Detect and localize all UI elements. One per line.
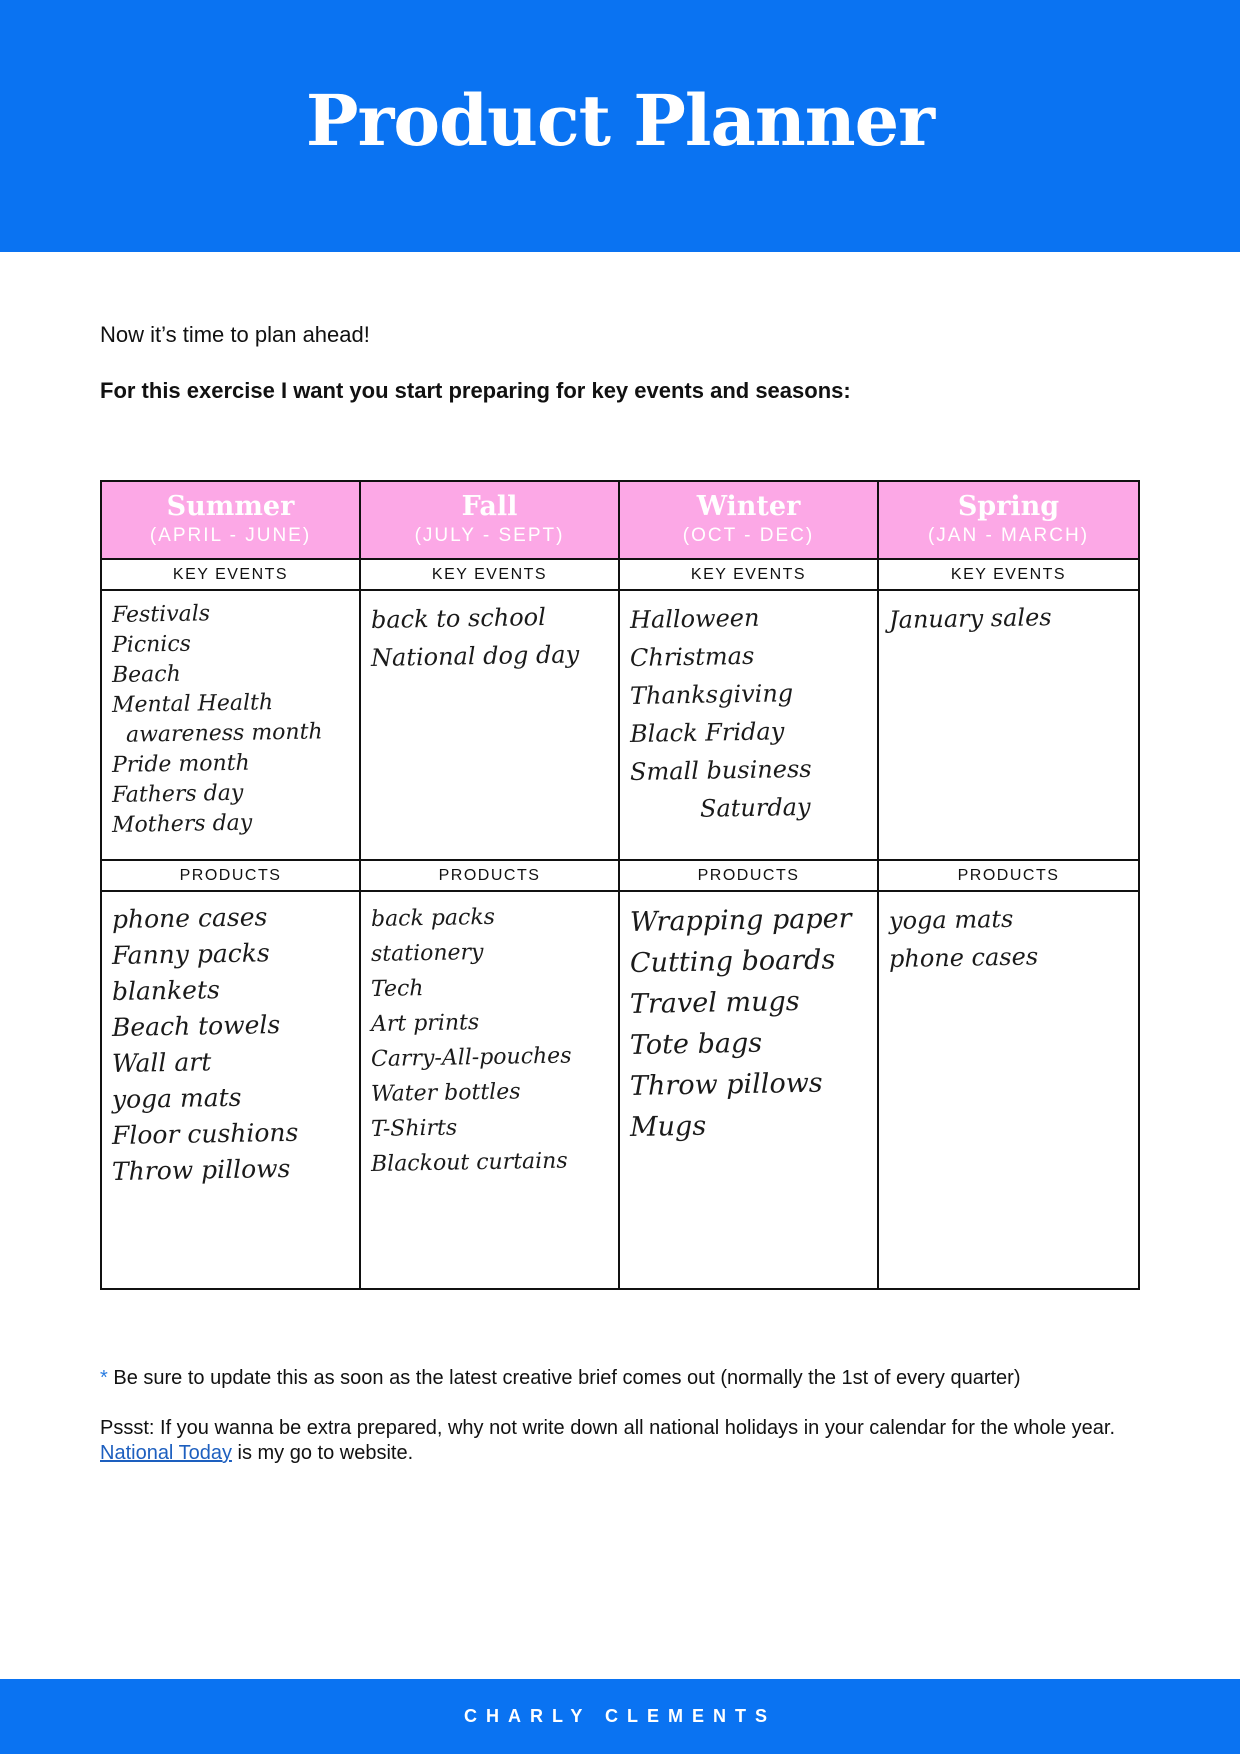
pssst-paragraph [100,1416,1150,1466]
products-label-winter: PRODUCTS [620,861,879,892]
season-range: (JAN - MARCH) [927,525,1090,546]
season-header-fall [361,482,620,560]
pssst-text-end: is my go to website. [237,1442,414,1464]
list-item: phone cases [888,942,1039,973]
list-item: T-Shirts [370,1115,458,1142]
list-item: back packs [370,904,496,932]
page-title: Product Planner [305,78,935,162]
list-item: Beach towels [111,1010,281,1042]
key-events-list-spring [879,591,1138,861]
list-item: Fathers day [111,780,244,808]
season-header-spring [879,482,1138,560]
planner-table [100,480,1140,1290]
list-item: Saturday [699,792,811,823]
products-list-fall [361,892,620,1288]
list-item: phone cases [111,902,268,934]
list-item: Tote bags [629,1027,763,1061]
key-events-list-winter [620,591,879,861]
footer-brand: CHARLY CLEMENTS [463,1706,777,1726]
header-banner [0,0,1240,252]
products-list-winter [620,892,879,1288]
products-label-summer: PRODUCTS [102,861,361,892]
season-range: (APRIL - JUNE) [149,525,312,546]
season-range: (OCT - DEC) [682,525,815,546]
list-item: Halloween [629,603,760,634]
list-item: Black Friday [629,717,785,748]
season-name: Winter [696,491,801,522]
list-item: Art prints [370,1010,480,1037]
products-list-spring [879,892,1138,1288]
list-item: Mugs [629,1110,707,1143]
season-range: (JULY - SEPT) [414,525,565,546]
list-item: Picnics [111,631,192,658]
key-events-list-summer [102,591,361,861]
list-item: Mental Health [111,690,274,718]
list-item: blankets [111,975,221,1006]
instruction-text: For this exercise I want you start preparing for key events and seasons: [100,378,851,403]
key-events-label-fall: KEY EVENTS [361,560,620,591]
season-header-winter [620,482,879,560]
update-note-text: Be sure to update this as soon as the latest creative brief comes out (normally the 1st of every quarter) [113,1367,1021,1389]
key-events-label-winter: KEY EVENTS [620,560,879,591]
list-item: Fanny packs [111,938,270,970]
season-name: Fall [461,491,518,522]
list-item: Throw pillows [629,1067,823,1102]
list-item: back to school [370,602,547,634]
key-events-list-fall [361,591,620,861]
season-header-summer [102,482,361,560]
list-item: Floor cushions [111,1117,299,1150]
list-item: Water bottles [370,1079,521,1107]
intro-text: Now it’s time to plan ahead! [100,322,370,347]
season-name: Summer [166,491,295,522]
list-item: Throw pillows [111,1153,291,1186]
list-item: yoga mats [888,904,1014,935]
list-item: Travel mugs [629,986,800,1020]
list-item: Wall art [111,1047,212,1078]
season-name: Spring [957,491,1060,522]
list-item: yoga mats [111,1082,242,1114]
list-item: National dog day [370,640,580,672]
list-item: January sales [888,603,1052,634]
list-item: Pride month [111,750,250,778]
key-events-label-summer: KEY EVENTS [102,560,361,591]
list-item: stationery [370,940,484,967]
list-item: Beach [111,661,181,688]
products-label-fall: PRODUCTS [361,861,620,892]
list-item: Christmas [629,641,755,672]
national-today-link[interactable]: National Today [100,1442,232,1464]
list-item: Small business [629,754,812,786]
key-events-label-spring: KEY EVENTS [879,560,1138,591]
footer-banner [0,1679,1240,1754]
list-item: Cutting boards [629,944,836,979]
list-item: Wrapping paper [629,903,852,938]
asterisk: * [100,1367,108,1389]
list-item: awareness month [125,719,323,748]
list-item: Mothers day [111,810,253,838]
list-item: Carry-All-pouches [370,1043,572,1072]
list-item: Blackout curtains [370,1148,568,1177]
list-item: Festivals [111,601,211,628]
list-item: Tech [370,976,424,1002]
update-note [100,1367,1020,1390]
list-item: Thanksgiving [629,679,794,710]
pssst-text: Pssst: If you wanna be extra prepared, why not write down all national holidays in your calendar for the whole year. [100,1417,1116,1439]
products-label-spring: PRODUCTS [879,861,1138,892]
products-list-summer [102,892,361,1288]
